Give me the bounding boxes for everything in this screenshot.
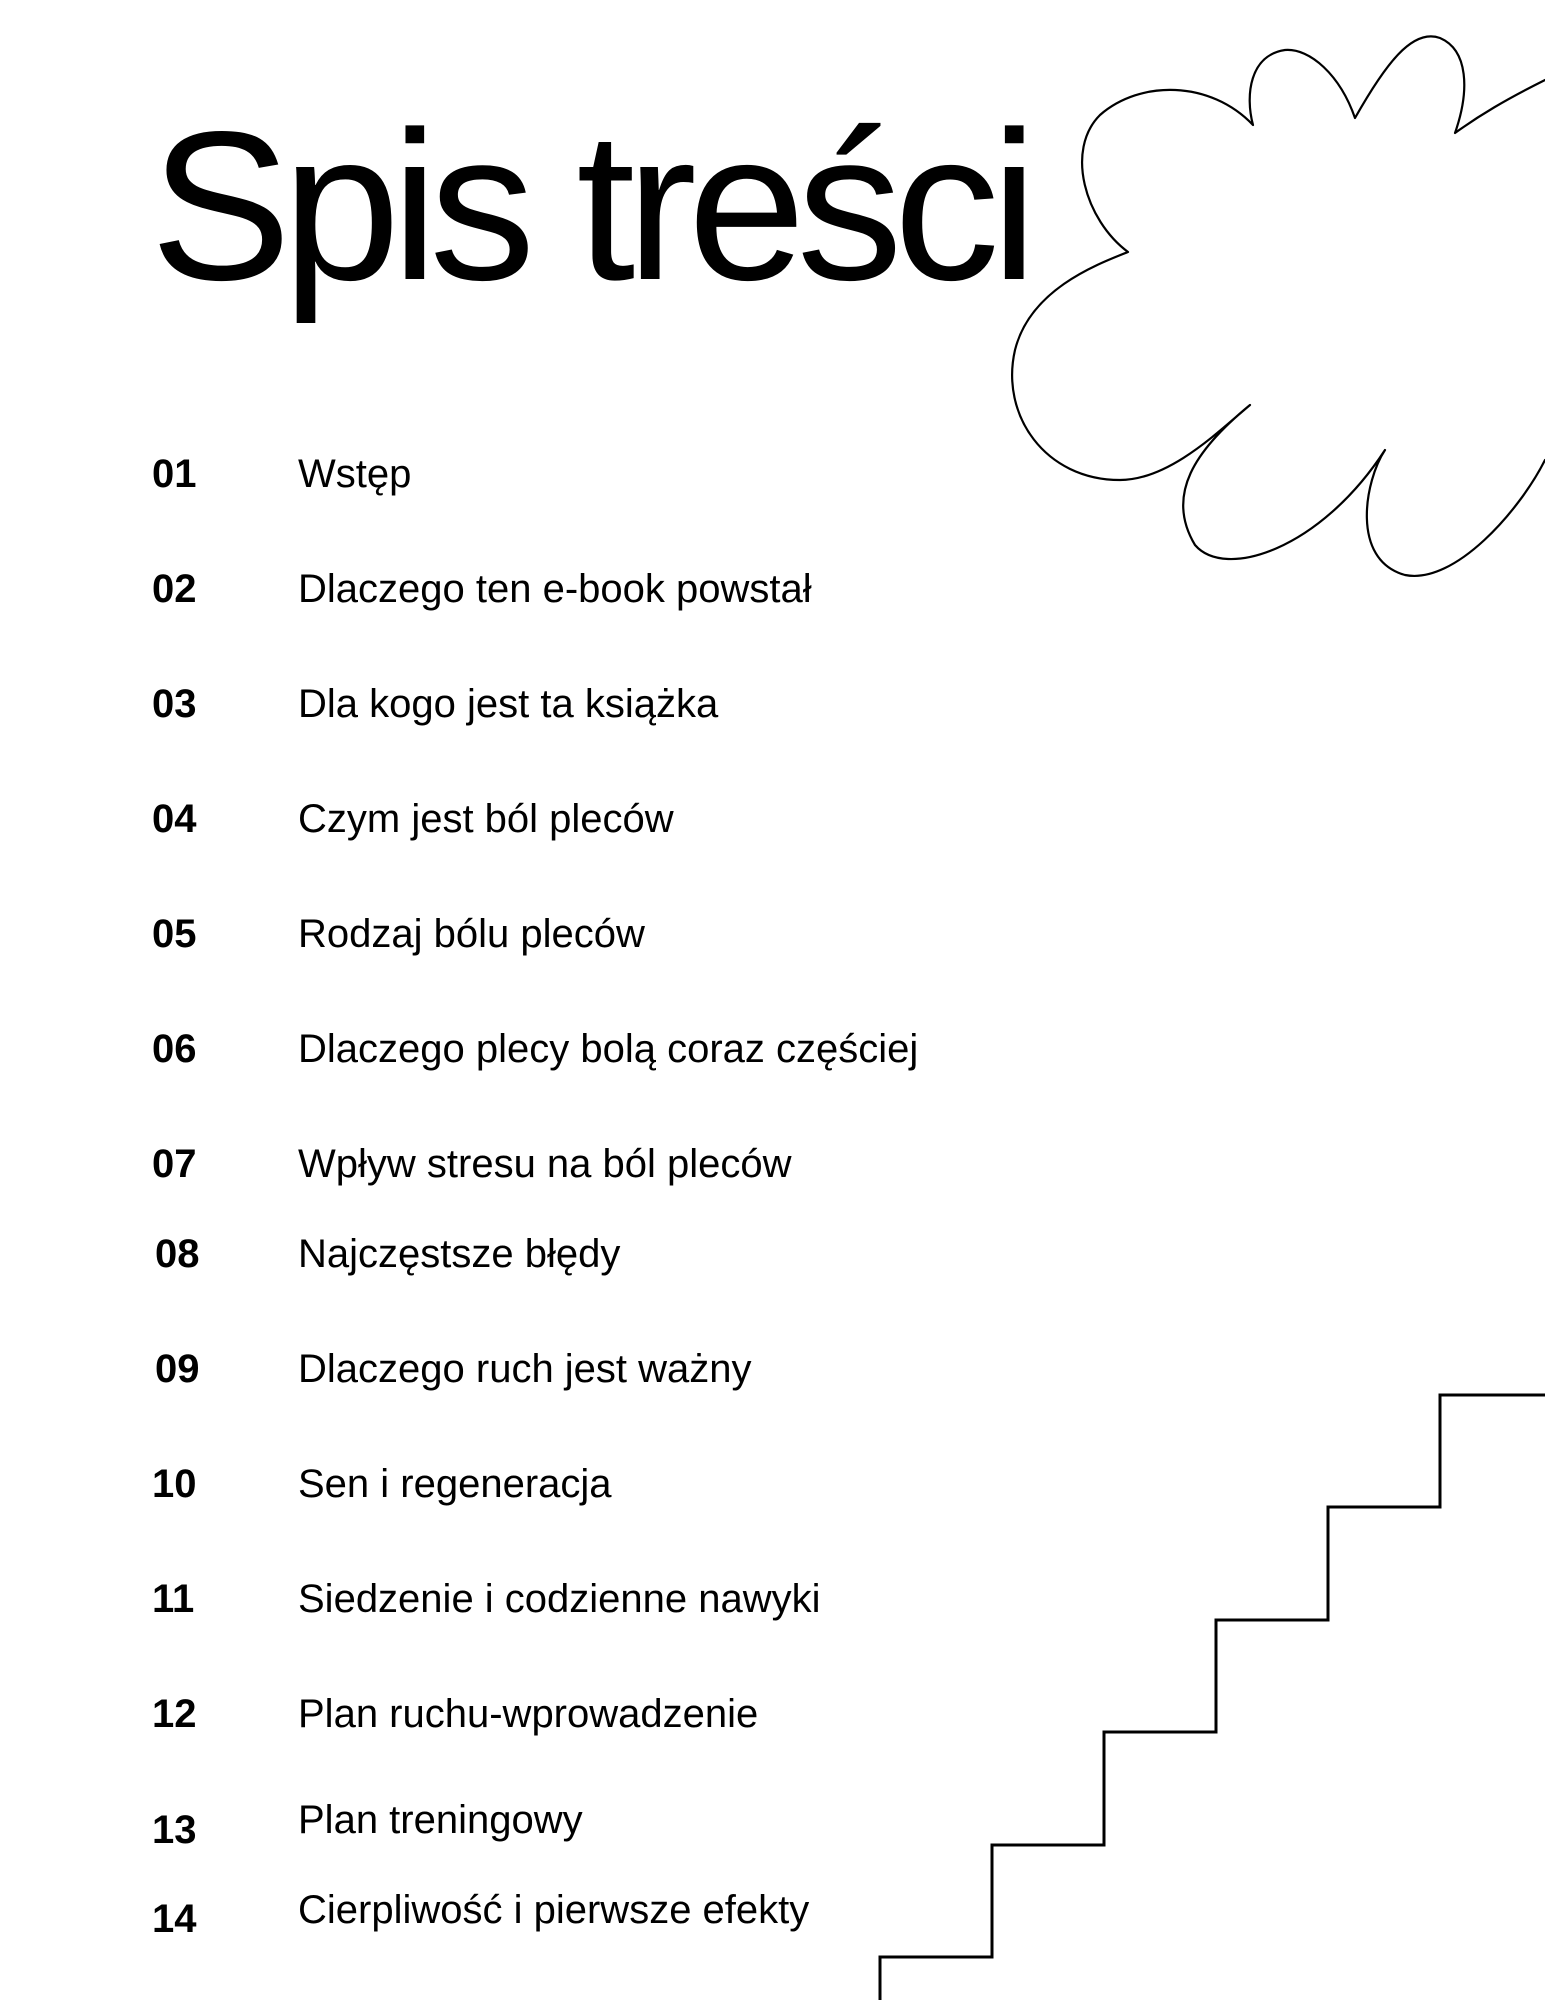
toc-item-12[interactable] <box>0 1684 1100 1744</box>
toc-number: 10 <box>152 1462 197 1506</box>
toc-item-14[interactable] <box>0 1880 1100 1940</box>
toc-label: Plan treningowy <box>298 1798 583 1842</box>
toc-number: 04 <box>152 797 197 841</box>
toc-number: 05 <box>152 912 197 956</box>
toc-number: 02 <box>152 567 197 611</box>
toc-item-05[interactable] <box>0 904 1100 964</box>
page-title: Spis treści <box>150 87 1029 324</box>
toc-number: 14 <box>152 1897 197 1941</box>
toc-item-09[interactable] <box>0 1339 1100 1399</box>
toc-label: Cierpliwość i pierwsze efekty <box>298 1888 810 1932</box>
toc-item-11[interactable] <box>0 1569 1100 1629</box>
toc-label: Wstęp <box>298 452 412 496</box>
toc-item-02[interactable] <box>0 559 1100 619</box>
toc-number: 07 <box>152 1142 197 1186</box>
toc-label: Plan ruchu-wprowadzenie <box>298 1692 759 1736</box>
toc-item-07[interactable] <box>0 1134 1100 1194</box>
toc-number: 06 <box>152 1027 197 1071</box>
toc-label: Rodzaj bólu pleców <box>298 912 645 956</box>
toc-label: Dlaczego plecy bolą coraz częściej <box>298 1027 919 1071</box>
toc-label: Dla kogo jest ta książka <box>298 682 719 726</box>
toc-number: 09 <box>155 1347 200 1391</box>
toc-number: 01 <box>152 452 197 496</box>
toc-label: Sen i regeneracja <box>298 1462 612 1506</box>
toc-label: Wpływ stresu na ból pleców <box>298 1142 792 1186</box>
toc-item-03[interactable] <box>0 674 1100 734</box>
toc-item-13[interactable] <box>0 1790 1100 1850</box>
toc-number: 03 <box>152 682 197 726</box>
toc-item-04[interactable] <box>0 789 1100 849</box>
toc-number: 11 <box>152 1577 195 1621</box>
toc-number: 08 <box>155 1232 200 1276</box>
toc-item-10[interactable] <box>0 1454 1100 1514</box>
toc-item-08[interactable] <box>0 1224 1100 1284</box>
toc-number: 13 <box>152 1808 197 1852</box>
toc-label: Najczęstsze błędy <box>298 1232 621 1276</box>
toc-label: Dlaczego ten e-book powstał <box>298 567 812 611</box>
toc-label: Dlaczego ruch jest ważny <box>298 1347 752 1391</box>
toc-item-06[interactable] <box>0 1019 1100 1079</box>
toc-number: 12 <box>152 1692 197 1736</box>
toc-label: Czym jest ból pleców <box>298 797 674 841</box>
toc-item-01[interactable] <box>0 444 1100 504</box>
toc-label: Siedzenie i codzienne nawyki <box>298 1577 821 1621</box>
